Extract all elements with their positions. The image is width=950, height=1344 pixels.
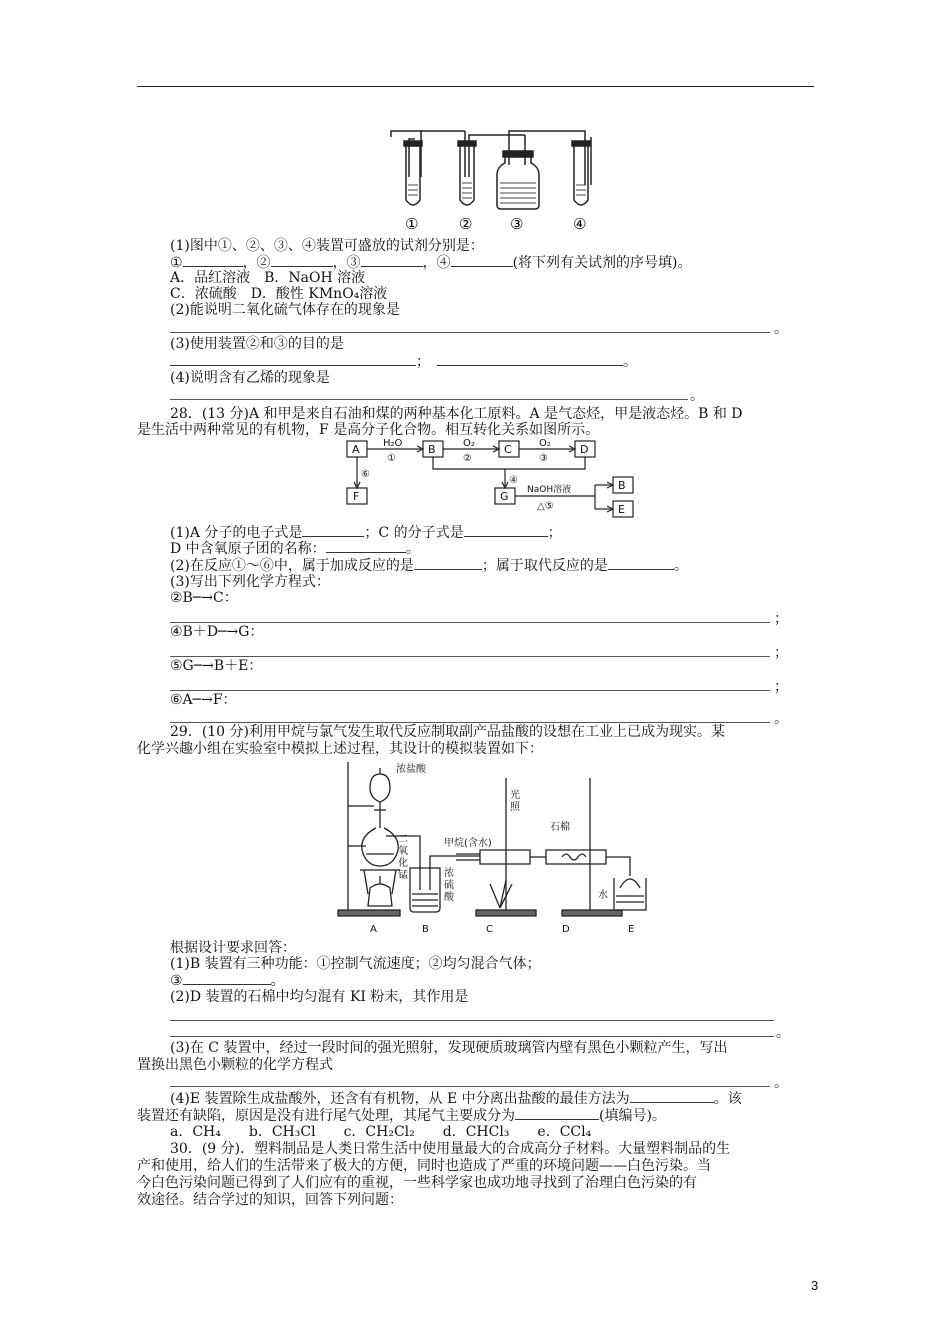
- label-device-2: ②: [459, 215, 473, 233]
- answer-line[interactable]: [170, 332, 770, 333]
- label-mno2-1: 二: [398, 834, 408, 845]
- arrow-label-3: ③: [539, 453, 548, 464]
- q28-reaction-diagram: [345, 437, 645, 521]
- answer-line[interactable]: [170, 1020, 774, 1021]
- q27-options-ab: A．品红溶液 B．NaOH 溶液: [170, 270, 366, 286]
- label-mno2-2: 氧: [398, 846, 408, 857]
- q28-part1: (1)A 分子的电子式是 ；C 的分子式是 ；: [170, 525, 562, 541]
- label-conc-hcl: 浓盐酸: [396, 764, 426, 775]
- q30-line-4: 效途径。结合学过的知识，回答下列问题：: [137, 1192, 403, 1208]
- q29-part1: (1)B 装置有三种功能：①控制气流速度；②均匀混合气体；: [170, 956, 541, 972]
- label-mno2-4: 锰: [398, 870, 408, 881]
- label-asbestos: 石棉: [550, 822, 570, 833]
- arrow-label-5: △⑤: [537, 501, 554, 512]
- q30-line-1: 30．(9 分)．塑料制品是人类日常生活中使用量最大的合成高分子材料。大量塑料制品的生: [170, 1141, 731, 1157]
- arrow-label-1: ①: [387, 453, 396, 464]
- q27-part3-blanks: ； 。: [170, 353, 637, 370]
- q29-lead: 根据设计要求回答：: [170, 940, 296, 956]
- q28-eq-4: ⑥A─→F：: [170, 692, 237, 708]
- label-mno2-3: 化: [398, 858, 408, 869]
- q27-part4: (4)说明含有乙烯的现象是: [170, 370, 330, 386]
- arrow-label-2: ②: [463, 453, 472, 464]
- q29-part4-a: (4)E 装置除生成盐酸外，还含有有机物，从 E 中分离出盐酸的最佳方法为 。该: [170, 1091, 742, 1107]
- arrow-label-h2o: H₂O: [383, 438, 403, 449]
- q29-part1-3: ③ 。: [170, 973, 285, 989]
- label-device-3: ③: [510, 215, 524, 233]
- q28-eq-1: ②B─→C：: [170, 590, 238, 606]
- q28-eq-2: ④B＋D─→G：: [170, 624, 264, 640]
- q27-part1-blanks: ① ，② ，③ ，④ (将下列有关试剂的序号填)。: [170, 255, 692, 271]
- label-device-4: ④: [573, 215, 587, 233]
- box-F: F: [353, 490, 360, 503]
- answer-line[interactable]: [170, 722, 770, 723]
- q27-part1: (1)图中①、②、③、④装置可盛放的试剂分别是：: [170, 238, 484, 254]
- label-light-1: 光: [510, 790, 520, 801]
- answer-line[interactable]: [170, 399, 688, 400]
- part-E: E: [628, 924, 635, 935]
- box-B: B: [428, 443, 436, 456]
- arrow-label-4: ④: [509, 475, 518, 486]
- part-C: C: [486, 924, 493, 935]
- header-rule: [137, 86, 814, 87]
- part-A: A: [370, 924, 377, 935]
- label-water: 水: [598, 890, 608, 901]
- answer-line[interactable]: [170, 656, 770, 657]
- q27-options-cd: C．浓硫酸 D．酸性 KMnO₄溶液: [170, 286, 388, 302]
- arrow-label-o2-b: O₂: [539, 438, 551, 449]
- q28-part3: (3)写出下列化学方程式：: [170, 574, 330, 590]
- label-h2so4-1: 浓: [444, 868, 454, 879]
- answer-line[interactable]: [170, 1086, 770, 1087]
- q28-part1-d: D 中含氧原子团的名称： 。: [170, 541, 420, 557]
- part-B: B: [422, 924, 429, 935]
- answer-line[interactable]: [170, 690, 770, 691]
- label-methane: 甲烷(含水): [444, 838, 492, 849]
- q27-part3: (3)使用装置②和③的目的是: [170, 336, 344, 352]
- label-h2so4-2: 硫: [444, 880, 454, 891]
- box-D: D: [580, 443, 589, 456]
- box-B2: B: [618, 479, 626, 492]
- answer-line[interactable]: [170, 1036, 774, 1037]
- box-E: E: [618, 503, 625, 516]
- box-A: A: [352, 443, 360, 456]
- part-D: D: [562, 924, 570, 935]
- q29-part2: (2)D 装置的石棉中均匀混有 KI 粉末，其作用是: [170, 989, 469, 1005]
- box-G: G: [500, 490, 509, 503]
- q28-intro-1: 28．(13 分)A 和甲是来自石油和煤的两种基本化工原料。A 是气态烃，甲是液态烃。B 和 D: [170, 406, 743, 422]
- page-number: 3: [811, 1278, 819, 1293]
- q29-options: a．CH₄ b．CH₃Cl c．CH₂Cl₂ d．CHCl₃ e．CCl₄: [170, 1124, 592, 1140]
- arrow-label-o2-a: O₂: [463, 438, 475, 449]
- q30-line-2: 产和使用，给人们的生活带来了极大的方便，同时也造成了严重的环境问题——白色污染。当: [137, 1158, 711, 1174]
- q28-eq-3: ⑤G─→B＋E：: [170, 658, 263, 674]
- gas-wash-apparatus-figure: [385, 125, 605, 233]
- arrow-label-naoh: NaOH溶液: [527, 485, 572, 495]
- q28-part2: (2)在反应①～⑥中，属于加成反应的是 ；属于取代反应的是 。: [170, 558, 688, 574]
- arrow-label-6: ⑥: [361, 469, 370, 480]
- q28-intro-2: 是生活中两种常见的有机物，F 是高分子化合物。相互转化关系如图所示。: [137, 422, 600, 438]
- label-h2so4-3: 酸: [444, 892, 454, 903]
- q30-line-3: 今白色污染问题已得到了人们应有的重视，一些科学家也成功地寻找到了治理白色污染的有: [137, 1175, 697, 1191]
- q29-intro-2: 化学兴趣小组在实验室中模拟上述过程，其设计的模拟装置如下：: [137, 741, 543, 757]
- q29-part3-a: (3)在 C 装置中，经过一段时间的强光照射，发现硬质玻璃管内壁有黑色小颗粒产生，写出: [170, 1040, 728, 1056]
- q29-intro-1: 29．(10 分)利用甲烷与氯气发生取代反应制取副产品盐酸的设想在工业上已成为现实。某: [170, 724, 726, 740]
- q29-part3-b: 置换出黑色小颗粒的化学方程式: [137, 1057, 333, 1073]
- box-C: C: [504, 443, 512, 456]
- q27-part2: (2)能说明二氧化硫气体存在的现象是: [170, 302, 400, 318]
- methane-chlorination-apparatus: [330, 758, 650, 936]
- q29-part4-b: 装置还有缺陷，原因是没有进行尾气处理，其尾气主要成分为 (填编号)。: [137, 1108, 666, 1124]
- answer-line[interactable]: [170, 622, 770, 623]
- label-device-1: ①: [405, 215, 419, 233]
- label-light-2: 照: [510, 802, 520, 813]
